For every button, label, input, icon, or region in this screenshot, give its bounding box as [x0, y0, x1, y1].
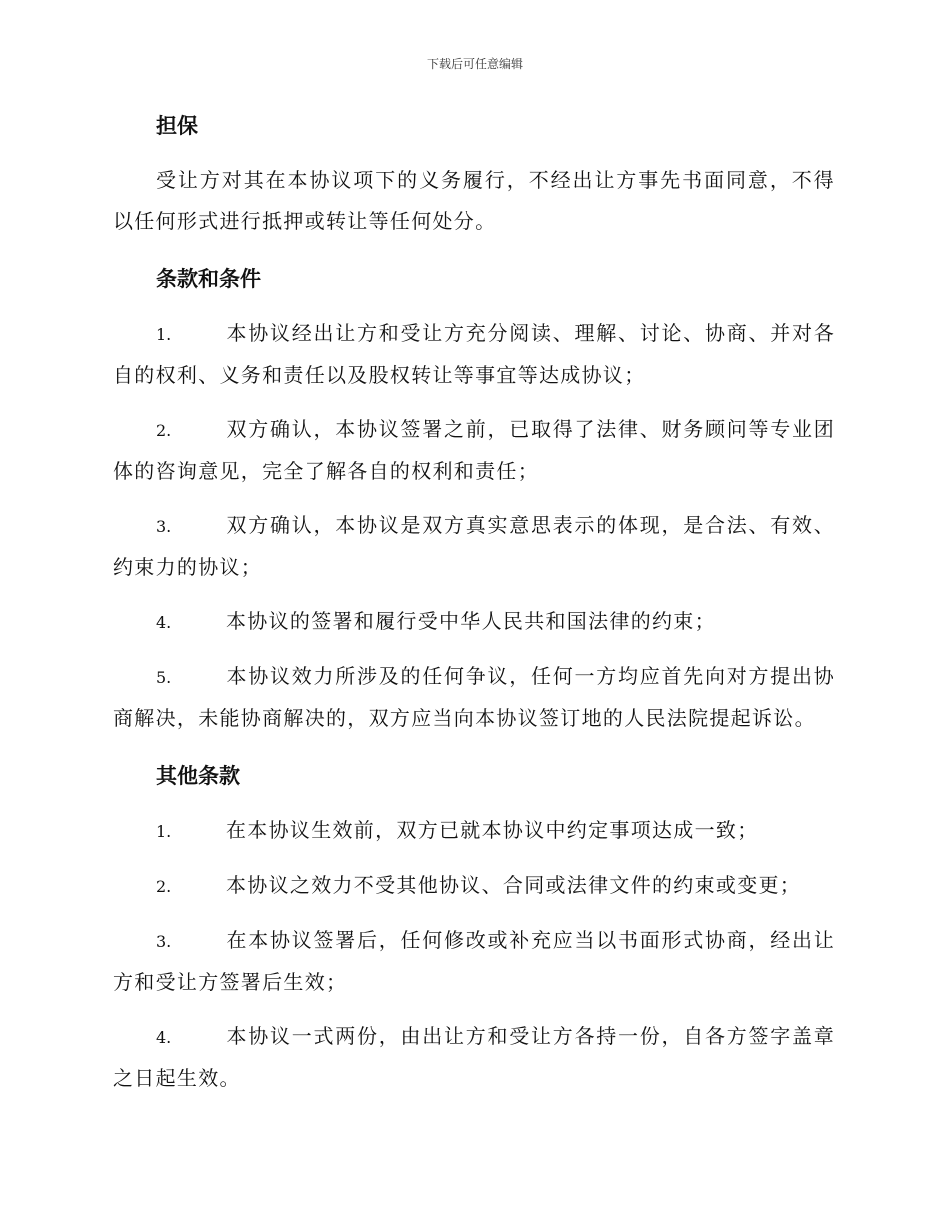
section-title-terms: 条款和条件 [156, 267, 261, 291]
item-text: 本协议的签署和履行受中华人民共和国法律的约束； [226, 609, 716, 633]
item-number: 3. [156, 932, 172, 951]
terms-item [113, 313, 835, 396]
other-item [113, 810, 835, 852]
item-number: 1. [156, 325, 172, 344]
terms-item [113, 601, 835, 643]
section-title-other: 其他条款 [156, 764, 240, 788]
item-number: 5. [156, 668, 172, 687]
item-number: 1. [156, 822, 172, 841]
page-header: 下载后可任意编辑 [426, 57, 523, 71]
item-text: 在本协议签署后，任何修改或补充应当以书面形式协商，经出让方和受让方签署后生效； [113, 928, 835, 994]
item-number: 4. [156, 1028, 172, 1047]
other-item [113, 865, 835, 907]
item-number: 2. [156, 877, 172, 896]
guarantee-paragraph: 受让方对其在本协议项下的义务履行，不经出让方事先书面同意，不得以任何形式进行抵押或转让等任何处分。 [113, 168, 835, 233]
terms-item [113, 505, 835, 588]
item-text: 本协议之效力不受其他协议、合同或法律文件的约束或变更； [226, 873, 802, 897]
item-text: 在本协议生效前，双方已就本协议中约定事项达成一致； [226, 818, 759, 842]
item-number: 2. [156, 421, 172, 440]
item-text: 双方确认，本协议是双方真实意思表示的体现，是合法、有效、约束力的协议； [113, 513, 835, 579]
section-title-guarantee: 担保 [156, 114, 198, 138]
item-text: 本协议经出让方和受让方充分阅读、理解、讨论、协商、并对各自的权利、义务和责任以及股权转让等事宜等达成协议； [113, 321, 835, 387]
other-item [113, 920, 835, 1003]
item-text: 本协议效力所涉及的任何争议，任何一方均应首先向对方提出协商解决，未能协商解决的，双方应当向本协议签订地的人民法院提起诉讼。 [113, 664, 835, 730]
item-number: 3. [156, 517, 172, 536]
document-body [113, 108, 835, 1099]
terms-item [113, 409, 835, 492]
item-text: 本协议一式两份，由出让方和受让方各持一份，自各方签字盖章之日起生效。 [113, 1024, 835, 1090]
item-text: 双方确认，本协议签署之前，已取得了法律、财务顾问等专业团体的咨询意见，完全了解各自的权利和责任； [113, 417, 835, 483]
terms-item [113, 656, 835, 739]
other-item [113, 1016, 835, 1099]
item-number: 4. [156, 613, 172, 632]
